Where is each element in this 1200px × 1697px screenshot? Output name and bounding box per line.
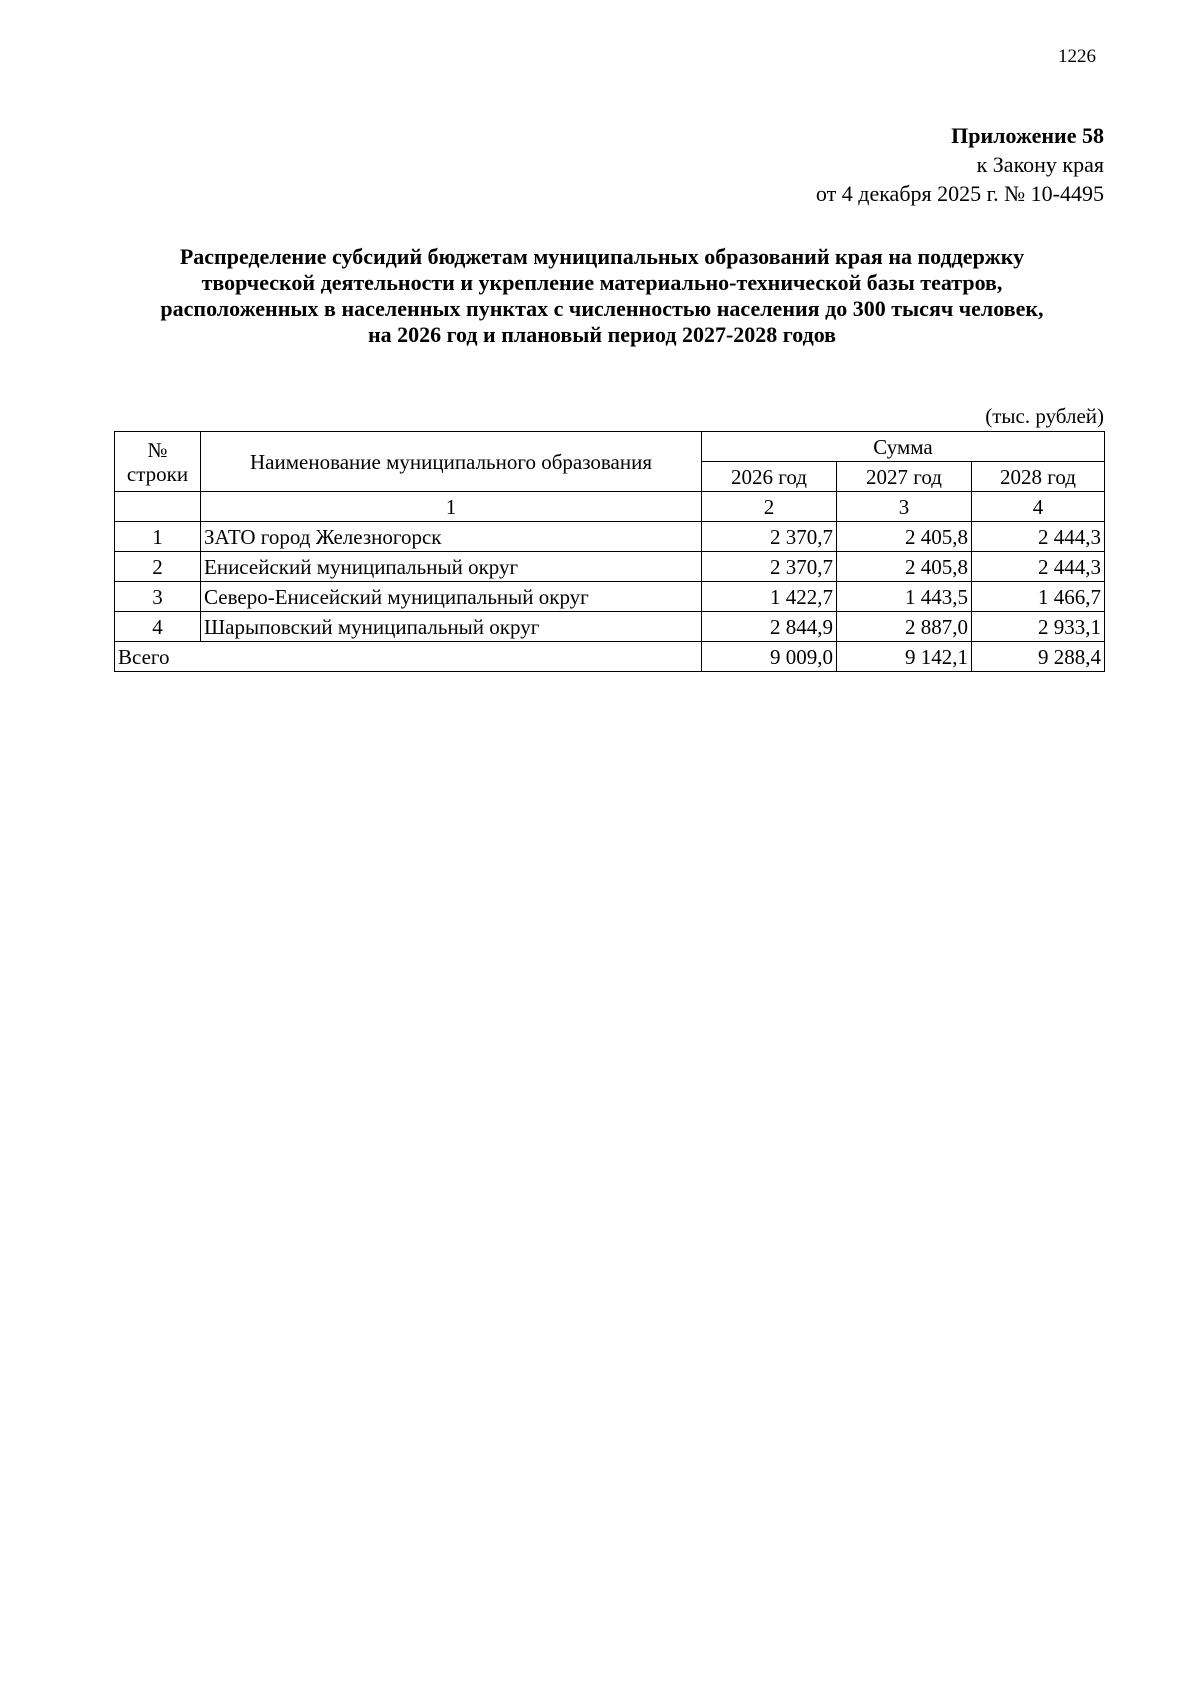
total-2027: 9 142,1: [837, 642, 972, 672]
page-number: 1226: [1058, 46, 1096, 67]
header-row-number-word: строки: [126, 461, 189, 486]
value-2026: 2 370,7: [702, 522, 837, 552]
table-row: [115, 522, 1105, 552]
document-title-line: расположенных в населенных пунктах с численностью населения до 300 тысяч человек,: [160, 296, 1044, 321]
value-2026: 2 844,9: [702, 612, 837, 642]
column-number: 2: [702, 492, 837, 522]
subsidy-table: [114, 431, 1105, 672]
row-number: 4: [115, 612, 201, 642]
header-year-2026: 2026 год: [702, 462, 837, 492]
value-2026: 1 422,7: [702, 582, 837, 612]
header-sum: Сумма: [702, 432, 1105, 462]
total-label: Всего: [115, 642, 702, 672]
document-title-line: на 2026 год и плановый период 2027-2028 годов: [367, 322, 837, 347]
value-2026: 2 370,7: [702, 552, 837, 582]
appendix-date-ref: от 4 декабря 2025 г. № 10-4495: [815, 181, 1104, 206]
column-number: [115, 492, 201, 522]
header-row-number: [115, 432, 201, 492]
document-title: [100, 244, 1104, 348]
table-row: [115, 612, 1105, 642]
value-2027: 1 443,5: [837, 582, 972, 612]
value-2028: 2 933,1: [972, 612, 1105, 642]
municipality-name: Северо-Енисейский муниципальный округ: [201, 582, 702, 612]
appendix-law-ref: к Закону края: [976, 152, 1104, 177]
value-2027: 2 405,8: [837, 522, 972, 552]
appendix-block: [816, 121, 1104, 208]
row-number: 3: [115, 582, 201, 612]
total-2028: 9 288,4: [972, 642, 1105, 672]
table-row: [115, 552, 1105, 582]
row-number: 1: [115, 522, 201, 552]
municipality-name: Шарыповский муниципальный округ: [201, 612, 702, 642]
value-2027: 2 887,0: [837, 612, 972, 642]
header-year-2027: 2027 год: [837, 462, 972, 492]
column-number: 1: [201, 492, 702, 522]
row-number: 2: [115, 552, 201, 582]
total-row: [115, 642, 1105, 672]
value-2028: 2 444,3: [972, 522, 1105, 552]
total-2026: 9 009,0: [702, 642, 837, 672]
column-number: 4: [972, 492, 1105, 522]
table-header-row: [115, 432, 1105, 462]
table-row: [115, 582, 1105, 612]
appendix-title: Приложение 58: [951, 123, 1104, 148]
document-title-line: творческой деятельности и укрепление материально-технической базы театров,: [201, 270, 1003, 295]
column-numbers-row: [115, 492, 1105, 522]
header-year-2028: 2028 год: [972, 462, 1105, 492]
municipality-name: ЗАТО город Железногорск: [201, 522, 702, 552]
column-number: 3: [837, 492, 972, 522]
header-municipality-name: Наименование муниципального образования: [201, 432, 702, 492]
municipality-name: Енисейский муниципальный округ: [201, 552, 702, 582]
document-title-line: Распределение субсидий бюджетам муниципальных образований края на поддержку: [179, 244, 1025, 269]
header-row-number-symbol: №: [147, 437, 168, 462]
value-2028: 1 466,7: [972, 582, 1105, 612]
value-2027: 2 405,8: [837, 552, 972, 582]
units-label: (тыс. рублей): [985, 404, 1104, 428]
value-2028: 2 444,3: [972, 552, 1105, 582]
